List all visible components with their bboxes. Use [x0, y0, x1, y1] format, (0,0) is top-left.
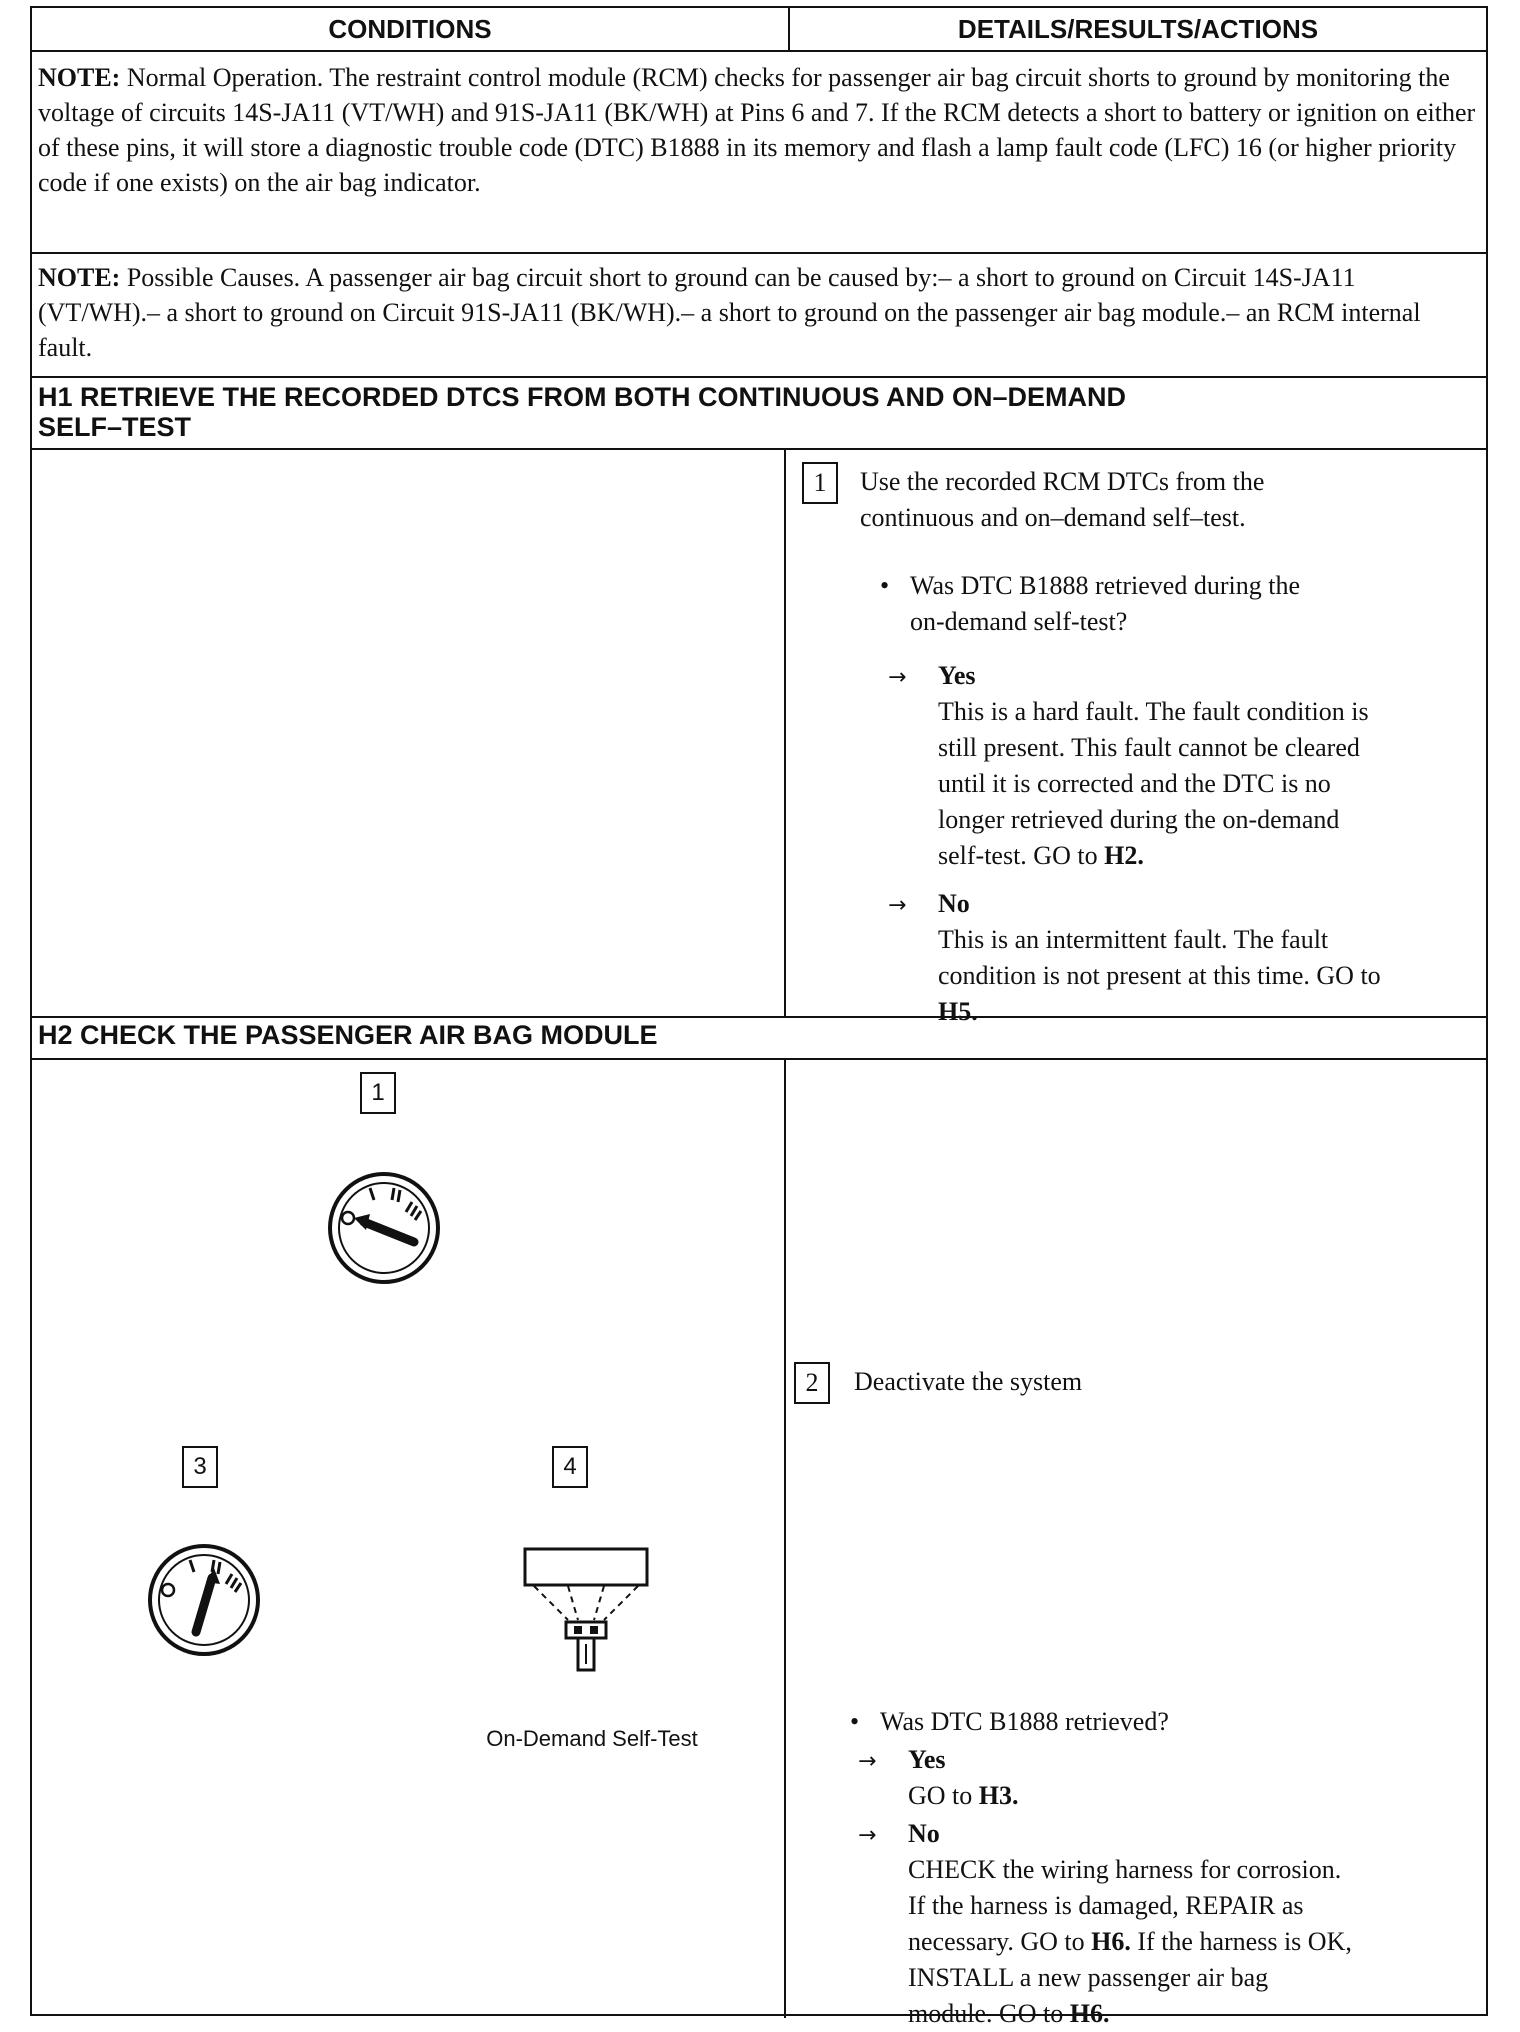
yes-line: [938, 838, 1369, 874]
note-label: NOTE:: [38, 63, 121, 92]
h2-title: H2 CHECK THE PASSENGER AIR BAG MODULE: [38, 1020, 658, 1050]
yes-label: Yes: [938, 661, 976, 690]
divider: [32, 1058, 1486, 1060]
divider: [32, 376, 1486, 378]
figure-number-box: 3: [182, 1446, 218, 1488]
no-label: No: [908, 1819, 940, 1848]
h1-column-divider: [784, 448, 786, 1016]
h1-title: [38, 382, 1476, 442]
goto-h6: H6.: [1091, 1927, 1131, 1956]
h2-no-arrow: [858, 1816, 876, 1854]
yes-line: still present. This fault cannot be cleared: [938, 733, 1360, 762]
bullet: •: [880, 571, 890, 600]
yes-line-text: GO to: [908, 1781, 979, 1810]
h1-yes-block: [938, 658, 1369, 874]
h2-yes-arrow: [858, 1742, 876, 1780]
note-label: NOTE:: [38, 263, 121, 292]
h1-title-line2: SELF–TEST: [38, 412, 192, 442]
no-line: [908, 1996, 1352, 2032]
h1-step-line1: Use the recorded RCM DTCs from the: [860, 467, 1265, 496]
no-line: condition is not present at this time. GO to: [938, 961, 1381, 990]
yes-line: until it is corrected and the DTC is no: [938, 769, 1331, 798]
arrow-icon: →: [888, 665, 907, 690]
details-header: DETAILS/RESULTS/ACTIONS: [957, 14, 1319, 44]
arrow-icon: →: [888, 893, 907, 918]
note-text: Possible Causes. A passenger air bag circuit short to ground can be caused by:– a short to ground on Circuit 14S-JA11 (VT/WH).– a short to ground on Circuit 91S-JA11 (BK/WH).– a short to ground on the passenger air bag module.– an RCM internal fault.: [38, 263, 1421, 362]
arrow-icon: →: [858, 1749, 877, 1774]
h2-column-divider: [784, 1058, 786, 2018]
h1-yes-arrow: [888, 658, 906, 696]
figure-number-box: 4: [552, 1446, 588, 1488]
diagnostic-table: [30, 6, 1488, 2028]
h1-no-arrow: [888, 886, 906, 924]
no-line: CHECK the wiring harness for corrosion.: [908, 1855, 1342, 1884]
bullet: •: [850, 1707, 860, 1736]
goto-h2: H2.: [1104, 841, 1144, 870]
h1-question: [880, 568, 889, 604]
step-number-box: 2: [794, 1362, 830, 1404]
note-text: Normal Operation. The restraint control module (RCM) checks for passenger air bag circuit shorts to ground by monitoring the voltage of circuits 14S-JA11 (VT/WH) and 91S-JA11 (BK/WH) at Pins 6 and 7. If the RCM detects a short to battery or ignition on either of these pins, it will store a diagnostic trouble code (DTC) B1888 in its memory and flash a lamp fault code (LFC) 16 (or higher priority code if one exists) on the air bag indicator.: [38, 63, 1476, 197]
goto-h6: H6.: [1069, 1999, 1110, 2028]
divider: [32, 1016, 1486, 1018]
h2-yes-block: [908, 1742, 1019, 1814]
goto-h3: H3.: [978, 1781, 1019, 1810]
divider: [32, 252, 1486, 254]
ignition-key-run-icon: [144, 1540, 264, 1660]
fig4-caption: On-Demand Self-Test: [486, 1726, 698, 1751]
h2-question: Was DTC B1888 retrieved?: [880, 1707, 1169, 1736]
h1-question-text: [910, 568, 1300, 640]
yes-line: [908, 1778, 1019, 1814]
h2-question-bullet: [850, 1704, 859, 1740]
h1-step-text: [860, 464, 1264, 536]
note-normal-operation: [38, 60, 1476, 200]
header-divider: [788, 8, 790, 52]
self-test-tool-icon: [522, 1546, 652, 1686]
no-line: This is an intermittent fault. The fault: [938, 925, 1329, 954]
yes-label: Yes: [908, 1745, 946, 1774]
h2-step2-text: Deactivate the system: [854, 1367, 1083, 1396]
no-line: [908, 1924, 1352, 1960]
h1-question-line2: on-demand self-test?: [910, 607, 1128, 636]
goto-h5: H5.: [938, 997, 978, 1026]
table-header: [32, 8, 1486, 52]
yes-line: longer retrieved during the on-demand: [938, 805, 1340, 834]
ignition-key-off-icon: [324, 1168, 444, 1288]
step-number-box: 1: [802, 462, 838, 504]
yes-line-text: self-test. GO to: [938, 841, 1105, 870]
h1-step-line2: continuous and on–demand self–test.: [860, 503, 1246, 532]
no-label: No: [938, 889, 970, 918]
h1-question-line1: Was DTC B1888 retrieved during the: [910, 571, 1300, 600]
yes-line: This is a hard fault. The fault condition is: [938, 697, 1369, 726]
h1-title-line1: H1 RETRIEVE THE RECORDED DTCS FROM BOTH CONTINUOUS AND ON–DEMAND: [38, 382, 1127, 412]
conditions-header: CONDITIONS: [328, 14, 492, 44]
arrow-icon: →: [858, 1823, 877, 1848]
figure-number-box: 1: [360, 1072, 396, 1114]
h1-no-block: [938, 886, 1381, 1030]
no-line-text: If the harness is OK,: [1130, 1927, 1352, 1956]
no-line: If the harness is damaged, REPAIR as: [908, 1891, 1304, 1920]
divider: [32, 448, 1486, 450]
note-possible-causes: [38, 260, 1476, 365]
no-line: INSTALL a new passenger air bag: [908, 1963, 1269, 1992]
no-line-text: necessary. GO to: [908, 1927, 1092, 1956]
no-line-text: module. GO to: [908, 1999, 1070, 2028]
h2-no-block: [908, 1816, 1352, 2032]
